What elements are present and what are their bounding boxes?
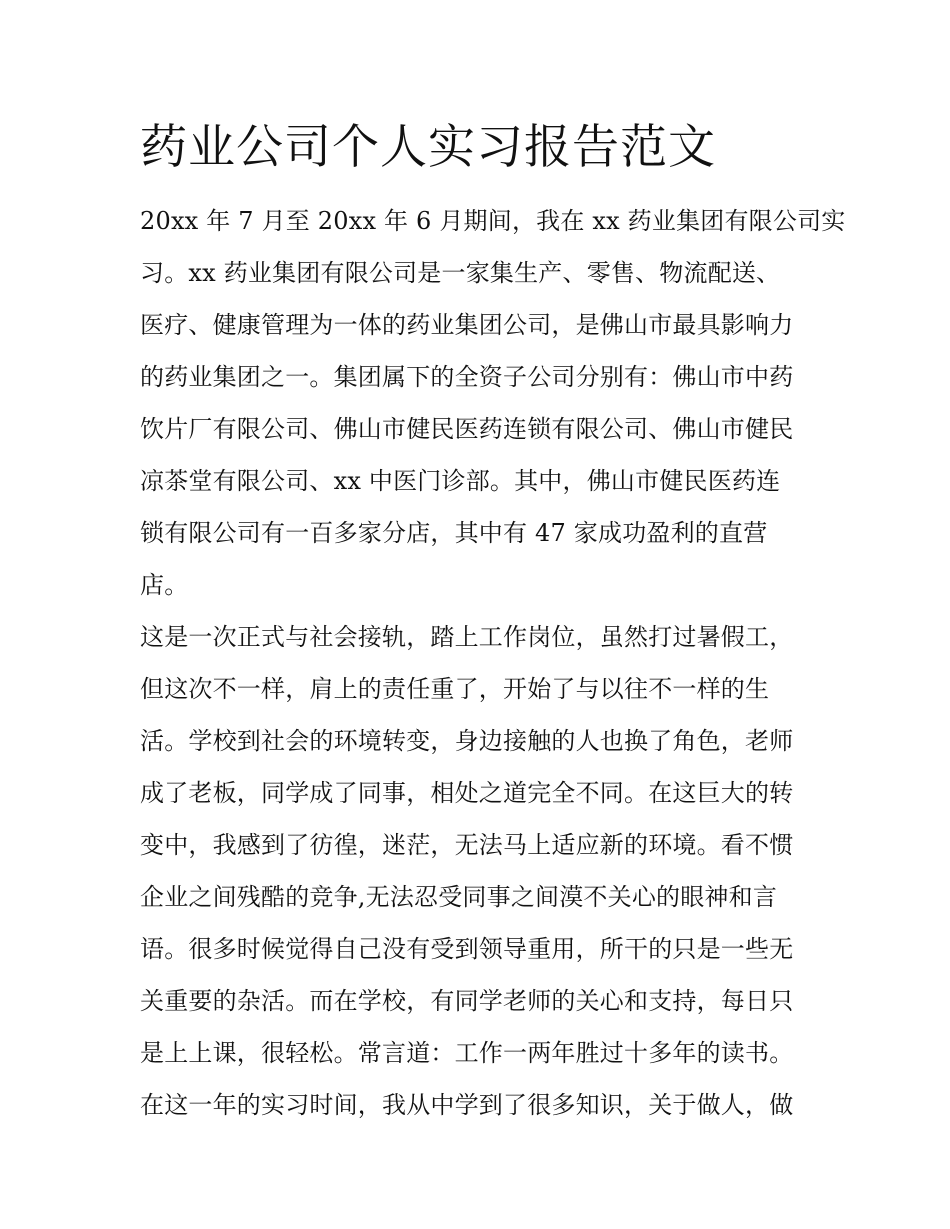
body-line: 但这次不一样，肩上的责任重了，开始了与以往不一样的生 — [140, 675, 770, 703]
body-line: 语。很多时候觉得自己没有受到领导重用，所干的只是一些无 — [140, 935, 794, 963]
body-line: 店。 — [140, 571, 189, 599]
body-line: 这是一次正式与社会接轨，踏上工作岗位，虽然打过暑假工， — [140, 623, 794, 651]
body-line: 饮片厂有限公司、佛山市健民医药连锁有限公司、佛山市健民 — [140, 415, 794, 443]
body-line: 锁有限公司有一百多家分店，其中有 47 家成功盈利的直营 — [140, 519, 768, 547]
body-line: 关重要的杂活。而在学校，有同学老师的关心和支持，每日只 — [140, 987, 794, 1015]
body-line: 20xx 年 7 月至 20xx 年 6 月期间，我在 xx 药业集团有限公司实 — [140, 207, 846, 235]
body-line: 变中，我感到了彷徨，迷茫，无法马上适应新的环境。看不惯 — [140, 831, 794, 859]
body-line: 医疗、健康管理为一体的药业集团公司，是佛山市最具影响力 — [140, 311, 794, 339]
body-line: 成了老板，同学成了同事，相处之道完全不同。在这巨大的转 — [140, 779, 794, 807]
body-line: 在这一年的实习时间，我从中学到了很多知识，关于做人，做 — [140, 1091, 794, 1119]
body-line: 企业之间残酷的竞争,无法忍受同事之间漠不关心的眼神和言 — [140, 883, 778, 911]
body-line: 的药业集团之一。集团属下的全资子公司分别有：佛山市中药 — [140, 363, 794, 391]
body-line: 是上上课，很轻松。常言道：工作一两年胜过十多年的读书。 — [140, 1039, 794, 1067]
body-line: 凉茶堂有限公司、xx 中医门诊部。其中，佛山市健民医药连 — [140, 467, 781, 495]
document-title: 药业公司个人实习报告范文 — [140, 120, 716, 175]
body-line: 活。学校到社会的环境转变，身边接触的人也换了角色，老师 — [140, 727, 794, 755]
body-line: 习。xx 药业集团有限公司是一家集生产、零售、物流配送、 — [140, 259, 781, 287]
